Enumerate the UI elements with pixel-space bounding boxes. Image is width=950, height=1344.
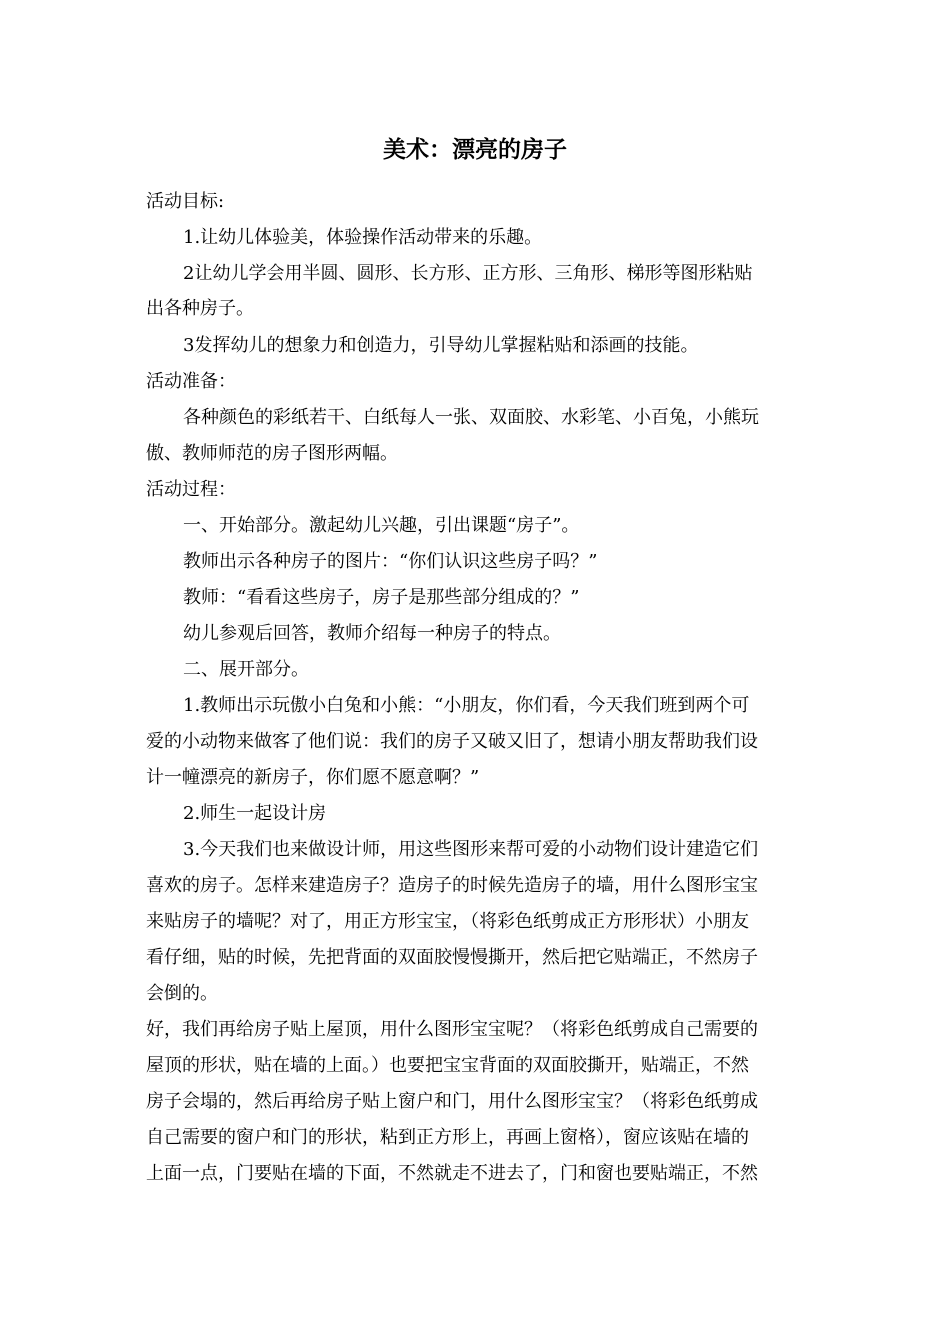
paragraph-line: 看仔细，贴的时候，先把背面的双面胶慢慢撕开，然后把它贴端正，不然房子 (146, 947, 758, 968)
document-title: 美术：漂亮的房子 (383, 137, 567, 163)
paragraph-line: 傲、教师师范的房子图形两幅。 (146, 443, 398, 464)
section-heading-process: 活动过程： (146, 479, 236, 500)
paragraph-line: 房子会塌的，然后再给房子贴上窗户和门，用什么图形宝宝？（将彩色纸剪成 (146, 1091, 758, 1112)
paragraph-line: 幼儿参观后回答，教师介绍每一种房子的特点。 (183, 623, 561, 644)
paragraph-line: 教师出示各种房子的图片：“你们认识这些房子吗？” (183, 551, 598, 572)
paragraph-line: 屋顶的形状，贴在墙的上面。）也要把宝宝背面的双面胶撕开，贴端正，不然 (146, 1055, 749, 1076)
paragraph-line: 上面一点，门要贴在墙的下面，不然就走不进去了，门和窗也要贴端正，不然 (146, 1163, 758, 1184)
paragraph-line: 3.今天我们也来做设计师，用这些图形来帮可爱的小动物们设计建造它们 (183, 839, 759, 860)
paragraph-line: 喜欢的房子。怎样来建造房子？造房子的时候先造房子的墙，用什么图形宝宝 (146, 875, 758, 896)
paragraph-line: 各种颜色的彩纸若干、白纸每人一张、双面胶、水彩笔、小百兔，小熊玩 (183, 407, 759, 428)
paragraph-line: 1.让幼儿体验美，体验操作活动带来的乐趣。 (183, 227, 543, 248)
paragraph-line: 好，我们再给房子贴上屋顶，用什么图形宝宝呢？（将彩色纸剪成自己需要的 (146, 1019, 758, 1040)
paragraph-line: 3发挥幼儿的想象力和创造力，引导幼儿掌握粘贴和添画的技能。 (183, 335, 699, 356)
paragraph-line: 来贴房子的墙呢？对了，用正方形宝宝，（将彩色纸剪成正方形形状）小朋友 (146, 911, 749, 932)
paragraph-line: 1.教师出示玩傲小白兔和小熊：“小朋友，你们看，今天我们班到两个可 (183, 695, 750, 716)
paragraph-line: 一、开始部分。激起幼儿兴趣，引出课题“房子”。 (183, 515, 580, 536)
paragraph-line: 爱的小动物来做客了他们说：我们的房子又破又旧了，想请小朋友帮助我们设 (146, 731, 758, 752)
paragraph-line: 教师：“看看这些房子，房子是那些部分组成的？” (183, 587, 580, 608)
paragraph-line: 自己需要的窗户和门的形状，粘到正方形上，再画上窗格），窗应该贴在墙的 (146, 1127, 749, 1148)
paragraph-line: 2让幼儿学会用半圆、圆形、长方形、正方形、三角形、梯形等图形粘贴 (183, 263, 753, 284)
section-heading-goals: 活动目标: (146, 191, 225, 212)
paragraph-line: 计一幢漂亮的新房子，你们愿不愿意啊？” (146, 767, 480, 788)
section-heading-preparation: 活动准备： (146, 371, 236, 392)
paragraph-line: 2.师生一起设计房 (183, 803, 327, 824)
paragraph-line: 会倒的。 (146, 983, 218, 1004)
paragraph-line: 出各种房子。 (146, 298, 254, 319)
paragraph-line: 二、展开部分。 (183, 659, 309, 680)
